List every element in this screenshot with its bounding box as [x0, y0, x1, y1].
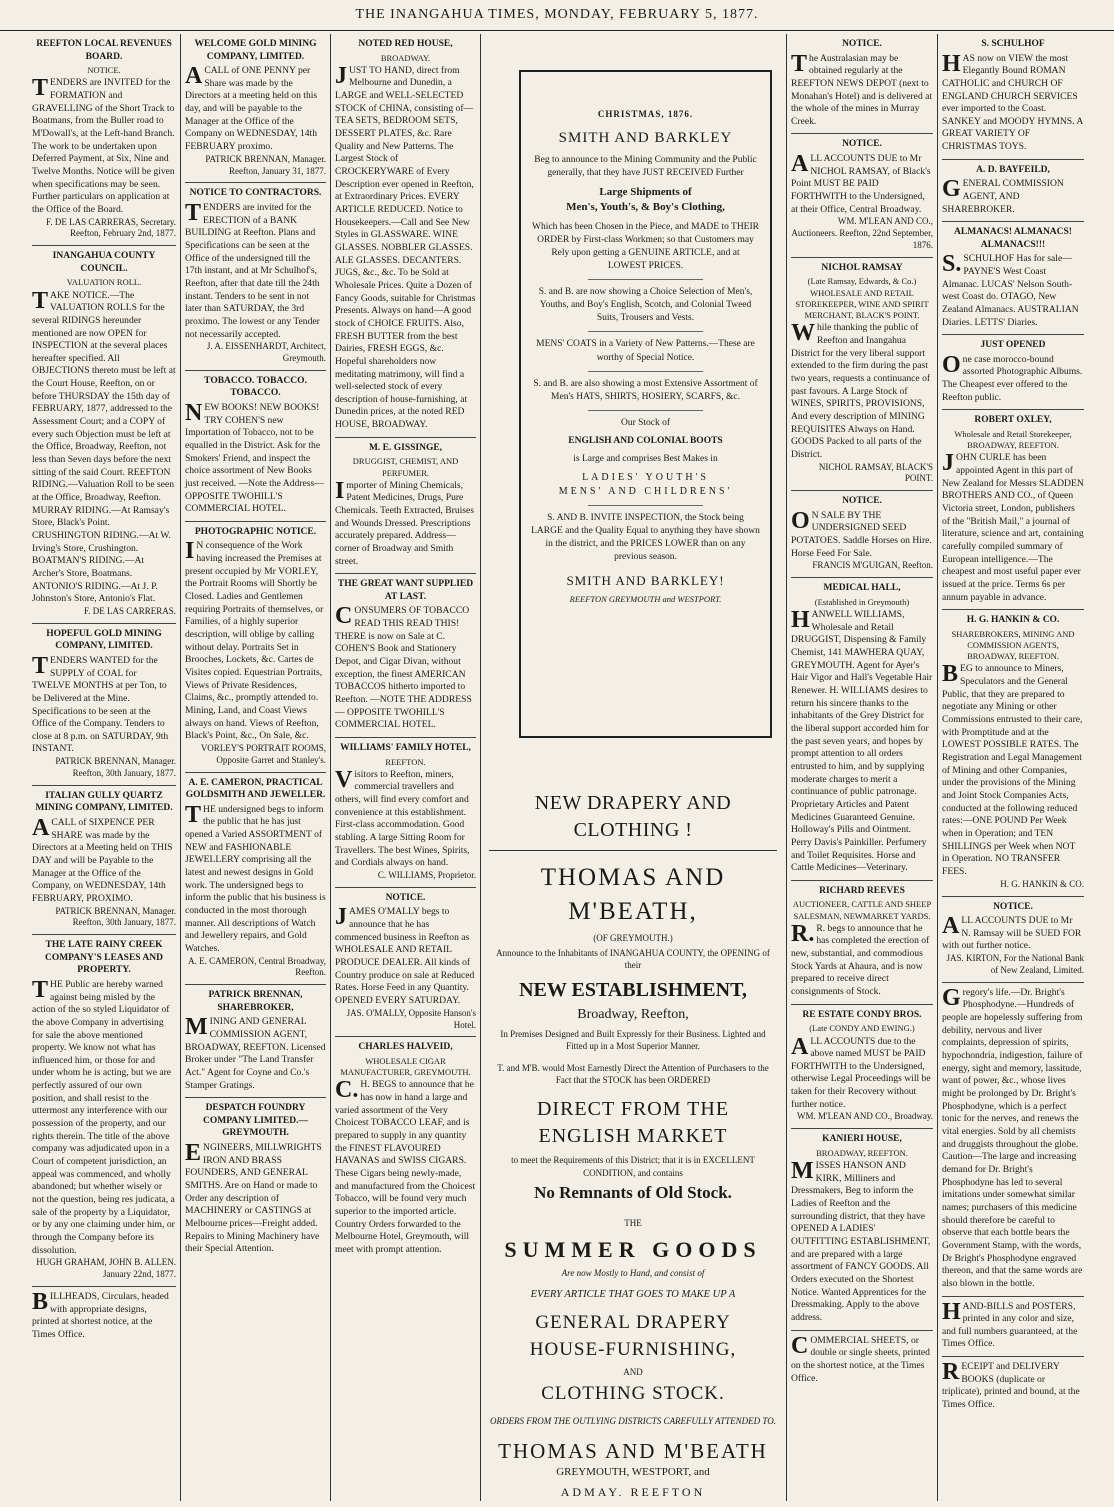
ad-heading: NOTICE. — [842, 496, 882, 507]
ad-heading: S. SCHULHOF — [981, 39, 1045, 49]
ad-body: TENDERS WANTED for the SUPPLY of COAL for TWELVE MONTHS at per Ton, to be Delivered at the Mine. Specifications to be seen at the Office of the Company. Tenders to close at 8 p.m. on SATURDAY, 9th INSTANT. — [32, 652, 169, 755]
ad-text: MENS' AND CHILDRENS' — [558, 485, 733, 497]
ad-body: JUST TO HAND, direct from Melbourne and Dunedin, a LARGE and WELL-SELECTED STOCK of CHINA, consisting of— TEA SETS, BEDROOM SETS, DESSERT PLATES, &c. Rare Quality and New Patterns. The Largest Stock of CROCKERYWARE of Every Description ever opened in Reefton, at Extraordinary Prices. EVERY ARTICLE REDUCED. Notice to Housekeepers.—Call and See New Styles in GLASSWARE. WINE GLASSES. NOBBLER GLASSES. ALE GLASSES. DECANTERS. JUGS, &c., &c. To be Sold at Wholesale Prices. Quite a Dozen of Fancy Goods, suitable for Christmas Presents. Always on hand—A good stock of CHOICE FRUITS. Also, FRESH BUTTER from the best Dairies, FRESH EGGS, &c. Hopeful shareholders now meditating matrimony, will find a well-selected stock of every description of house-furnishing, at Dunedin prices, at the noted RED HOUSE, BROADWAY. — [335, 62, 476, 431]
advertisement — [791, 491, 933, 578]
ad-signature: WM. M'LEAN AND CO., Broadway. — [796, 1111, 933, 1122]
ad-body: R.R. begs to announce that he has completed the erection of new, substantial, and commodious Stock Yards at Ahaura, and is now prepared to receive direct consignments of Stock. — [791, 920, 930, 998]
advertisement — [185, 522, 326, 773]
ad-heading: WILLIAMS' FAMILY HOTEL, — [340, 742, 471, 753]
ad-text: (OF GREYMOUTH.) — [593, 932, 673, 943]
advertisement — [335, 34, 476, 438]
ad-text: Are now Mostly to Hand, and consist of — [561, 1268, 705, 1279]
advertisement — [942, 610, 1084, 896]
ad-body: MINING AND GENERAL COMMISSION AGENT, BROADWAY, REEFTON. Licensed Broker under "The Land Transfer Act." Agent for Coyne and Co.'s Stamper Gratings. — [185, 1014, 326, 1091]
ad-subheading: BROADWAY. — [380, 52, 431, 63]
divider — [588, 410, 703, 411]
ad-body: IN consequence of the Work having increased the Premises at present occupied by Mr VORLEY, the Portrait Rooms will Shortly be Closed. Ladies and Gentlemen requiring Portraits of themselves, or Families, of a highly superior description, will oblige by calling without delay. Portraits Set in Brooches, Lockets, &c. Cartes de Visites copied. Equestrian Portraits, Views of Private Residences, Claims, &c., promptly attended to. Mining, Land, and Coast Views always on hand. Views of Reefton, Black's Point, &c., On Sale, &c. — [185, 538, 324, 742]
ad-signature: PATRICK BRENNAN, Manager. Reefton, 30th January, 1877. — [55, 905, 176, 928]
ad-text: S. and B. are also showing a most Extensive Assortment of Men's HATS, SHIRTS, HOSIERY, SCARFS, &c. — [533, 378, 758, 402]
ad-body: MISSES HANSON AND KIRK, Milliners and Dressmakers, Beg to inform the Ladies of Reefton and the surrounding district, that they have OPENED A LADIES' OUTFITTING ESTABLISHMENT, and are prepared with a large assortment of FANCY GOODS. All Orders executed on the Shortest Notice. Wanted Apprentices for the Dressmaking. Apply to the above address. — [791, 1158, 931, 1323]
ad-heading: WELCOME GOLD MINING COMPANY, LIMITED. — [194, 39, 317, 62]
advertisement — [942, 410, 1084, 610]
firm-signature: SMITH AND BARKLEY! — [566, 573, 725, 589]
ad-heading: NOTICE. — [993, 901, 1033, 912]
ad-text: Announce to the Inhabitants of INANGAHUA COUNTY, the OPENING of their — [496, 947, 770, 970]
ad-headline: CLOTHING STOCK. — [541, 1383, 725, 1405]
advertisement — [791, 1005, 933, 1130]
ad-text: MENS' COATS in a Variety of New Patterns.—These are worthy of Special Notice. — [536, 339, 755, 363]
ad-heading: JUST OPENED — [980, 340, 1046, 351]
ad-text: LADIES' YOUTH'S — [582, 472, 709, 484]
ad-body: ALL ACCOUNTS DUE to Mr NICHOL RAMSAY, of Black's Point MUST BE PAID FORTHWITH to the Undersigned, at their Office, Central Broadway. — [791, 151, 931, 215]
advertisement — [791, 578, 933, 881]
ad-body: JAMES O'MALLY begs to announce that he has commenced business in Reefton as WHOLESALE AND RETAIL PRODUCE DEALER. All kinds of Country produce on sale at Reduced Rates. Horse Feed in any Quantity. OPENED EVERY SATURDAY. — [335, 904, 475, 1006]
ad-body: ALL ACCOUNTS due to the above named MUST be PAID FORTHWITH to the Undersigned, otherwise Legal Proceedings will be taken for their Recovery without further notice. — [791, 1033, 931, 1110]
ad-heading: NOTICE. — [842, 139, 882, 150]
ad-heading: NOTED RED HOUSE, — [358, 39, 453, 49]
ad-heading: PHOTOGRAPHIC NOTICE. — [194, 526, 317, 537]
ad-subheading: SHAREBROKERS, MINING AND COMMISSION AGENTS, BROADWAY, REEFTON. — [951, 628, 1075, 662]
column-5 — [787, 34, 937, 1501]
ad-body: TENDERS are invited for the ERECTION of a BANK BUILDING at Reefton. Plans and Specifications can be seen at the Office of the undersigned till the 17th instant, and at Mr Schulhof's, Reefton, after that date till the 24th instant. Tenders to be sent in not later than SATURDAY, the 3rd proximo. The lowest or any Tender not necessarily accepted. — [185, 199, 320, 340]
firm-name: SMITH AND BARKLEY — [558, 130, 733, 147]
advertisement — [335, 738, 476, 888]
advertisement — [942, 335, 1084, 410]
firm-places: ADMAY. REEFTON — [560, 1485, 706, 1500]
drapery-ad — [483, 790, 783, 1502]
ad-text: Which has been Chosen in the Piece, and MADE to THEIR ORDER by First-class Workmen; so that Customers may Rely upon getting a GENUINE ARTICLE, and at LOWEST PRICES. — [532, 221, 759, 271]
ad-headline: HOUSE-FURNISHING, — [529, 1339, 737, 1361]
column-1 — [28, 34, 180, 1501]
ad-heading: TOBACCO. TOBACCO. TOBACCO. — [204, 375, 307, 399]
advertisement — [942, 1357, 1084, 1417]
ad-subheading: WHOLESALE CIGAR MANUFACTURER, GREYMOUTH. — [340, 1055, 471, 1078]
advertisement — [942, 983, 1084, 1297]
ad-subheading: DRUGGIST, CHEMIST, AND PERFUMER. — [352, 456, 459, 478]
column-2 — [181, 34, 330, 1501]
ad-body: ALL ACCOUNTS DUE to Mr N. Ramsay will be SUED FOR with out further notice. — [942, 913, 1082, 952]
ad-signature: FRANCIS M'GUIGAN, Reefton. — [812, 560, 933, 571]
ad-signature: HUGH GRAHAM, JOHN B. ALLEN. January 22nd, 1877. — [36, 1257, 176, 1280]
ad-body: ACALL of SIXPENCE PER SHARE was made by the Directors at a Meeting held on THIS DAY and will be Payable to the Manager at the Office of the Company, on WEDNESDAY, 14th FEBRUARY, PROXIMO. — [32, 814, 173, 904]
advertisement — [32, 34, 176, 246]
ad-signature: PATRICK BRENNAN, Manager. Reefton, January 31, 1877. — [205, 153, 326, 176]
ad-signature: F. DE LAS CARRERAS, Secretary. Reefton, February 2nd, 1877. — [46, 216, 176, 239]
divider — [588, 279, 703, 280]
ad-subheading: Wholesale and Retail Storekeeper, BROADWAY, REEFTON. — [954, 428, 1072, 451]
ad-signature: PATRICK BRENNAN, Manager. Reefton, 30th January, 1877. — [55, 756, 176, 778]
column-3 — [331, 34, 480, 1501]
ad-heading: NOTICE. — [385, 892, 426, 903]
ad-body: C.H. BEGS to announce that he has now in hand a large and varied assortment of the Very Choicest TOBACCO LEAF, and is prepared to supply in any quantity the FINEST FLAVOURED HAVANAS and SWISS CIGARS. These Cigars being newly-made, and manufactured from the Choicest Tobacco, will be found very much superior to the imported article. Country Orders forwarded to the Melbourne Hotel, Greymouth, will meet with prompt attention. — [335, 1077, 476, 1255]
ad-headline: Large Shipments of — [599, 186, 692, 199]
firm-places: GREYMOUTH, WESTPORT, and — [556, 1466, 710, 1479]
advertisement — [942, 222, 1084, 335]
advertisement — [32, 786, 176, 935]
ad-body: HAND-BILLS and POSTERS, printed in any color and size, and full numbers guaranteed, at the Times Office. — [942, 1298, 1078, 1350]
ad-heading: NOTICE TO CONTRACTORS. — [189, 188, 322, 199]
ad-heading: PATRICK BRENNAN, SHAREBROKER, — [208, 990, 303, 1013]
ad-body: JOHN CURLE has been appointed Agent in this part of New Zealand for Messrs SLADDEN BROTHERS AND CO., of Queen Victoria street, London, publishers of the "British Mail," a journal of literature, science and art, containing carefully compiled summary of European intelligence.—The cheapest and most useful paper ever issued at the price. Terms 6s per annum payable in advance. — [942, 450, 1084, 603]
ad-body: One case morocco-bound assorted Photographic Albums. The Cheapest ever offered to the Reefton public. — [942, 351, 1083, 403]
ad-text: ORDERS FROM THE OUTLYING DISTRICTS CAREFULLY ATTENDED TO. — [489, 1415, 776, 1426]
ad-body: HAS now on VIEW the most Elegantly Bound ROMAN CATHOLIC and CHURCH OF ENGLAND CHURCH SERVICES ever imported to the Coast. SANKEY and MOODY HYMNS. A GREAT VARIETY OF CHRISTMAS TOYS. — [942, 50, 1083, 153]
ad-text: EVERY ARTICLE THAT GOES TO MAKE UP A — [530, 1288, 736, 1300]
ad-headline: NEW DRAPERY AND CLOTHING ! — [489, 790, 777, 851]
advertisement — [185, 985, 326, 1098]
ad-body: While thanking the public of Reefton and Inangahua District for the very liberal support extended to the firm during the past two years, requests a continuance of past favours. A Large Stock of WINES, SPIRITS, PROVISIONS, And every description of MINING REQUISITES Always on Hand. GOODS Packed to all parts of the District. — [791, 320, 931, 460]
divider — [588, 371, 703, 372]
ad-signature: JAS. KIRTON, For the National Bank of New Zealand, Limited. — [946, 953, 1084, 975]
ad-signature: F. DE LAS CARRERAS. — [83, 605, 176, 616]
ad-headline: NEW ESTABLISHMENT, — [519, 978, 747, 1001]
ad-body: Importer of Mining Chemicals, Patent Medicines, Drugs, Pure Chemicals. Teeth Extracted, Bruises and Wounds Dressed. Prescriptions accurately prepared. Address—corner of Broadway and Smith street. — [335, 477, 475, 567]
ad-body: S.SCHULHOF Has for sale— PAYNE'S West Coast Almanac. LUCAS' Nelson South-west Coast do. OTAGO, New Zealand Almanacs. AUSTRALIAN Diaries. LETTS' Diaries. — [942, 251, 1079, 328]
firm-places: REEFTON GREYMOUTH and WESTPORT. — [569, 594, 722, 605]
ad-headline: GENERAL DRAPERY — [535, 1311, 731, 1333]
advertisement — [791, 134, 933, 257]
advertisement — [185, 371, 326, 522]
ad-body: COMMERCIAL SHEETS, or double or single sheets, printed on the shortest notice, at the Times Office. — [791, 1332, 930, 1384]
advertisement — [185, 34, 326, 183]
ad-body: TAKE NOTICE.—The VALUATION ROLLS for the several RIDINGS hereunder mentioned are now OPEN for INSPECTION at the several places hereafter specified. All OBJECTIONS thereto must be left at the Court House, Reefton, on or before THURSDAY the 15th day of FEBRUARY, 1877, addressed to the Assessment Court; and a COPY of every such Objection must be left at the Office, Broadway, Reefton, not less than Seven days before the next sitting of the said Court. REEFTON RIDING.—Valuation Roll to be seen at the Office, Broadway, Reefton. MURRAY RIDING.—At Ramsay's Store, Black's Point. CRUSHINGTON RIDING.—At W. Irving's Store, Crushington. BOATMAN'S RIDING.—At Archer's Store, Boatmans. ANTONIO'S RIDING.—At J. P. Johnston's Store, Antonio's Flat. — [32, 287, 176, 605]
ad-headline: DIRECT FROM THE ENGLISH MARKET — [536, 1098, 730, 1148]
ad-heading: KANIERI HOUSE, — [822, 1134, 902, 1145]
ad-text: S. AND B. INVITE INSPECTION, the Stock being LARGE and the Quality Equal to anything they have shown in the district, and the PRICES LOWER than on any previous season. — [531, 512, 760, 563]
ad-heading: MEDICAL HALL, — [823, 583, 901, 594]
ad-body: GENERAL COMMISSION AGENT, AND SHAREBROKER. — [942, 176, 1064, 215]
ad-body: ON SALE BY THE UNDERSIGNED SEED POTATOES. Saddle Horses on Hire. Horse Feed For Sale. — [791, 507, 932, 559]
ad-signature: H. G. HANKIN & CO. — [1000, 878, 1084, 889]
divider — [588, 331, 703, 332]
ad-heading: RE ESTATE CONDY BROS. — [802, 1009, 922, 1020]
ad-body: TENDERS are INVITED for the FORMATION and GRAVELLING of the Short Track to Boatmans, from the Buller road to M'Dowall's, at the Left-hand Branch. The work to be undertaken upon Deferred Payment, at Six, Nine and Twelve Months. Notice will be given when specifications may be seen. Further particulars on application at the Office of the Board. — [32, 75, 175, 215]
ad-text: AND — [623, 1367, 643, 1378]
advertisement — [791, 881, 933, 1005]
advertisement — [791, 1129, 933, 1330]
ad-heading: H. G. HANKIN & CO. — [966, 615, 1060, 626]
ad-body: The Australasian may be obtained regularly at the REEFTON NEWS DEPOT (next to Monahan's Hotel) and is delivered at the whole of the mines in Murray Creek. — [791, 50, 933, 127]
ad-title: CHRISTMAS, 1876. — [597, 109, 694, 119]
ad-heading: HOPEFUL GOLD MINING COMPANY, LIMITED. — [46, 628, 162, 652]
ad-heading: NOTICE. — [842, 39, 882, 49]
column-rule — [480, 34, 481, 1501]
advertisement — [335, 574, 476, 738]
divider — [588, 505, 703, 506]
ad-text: to meet the Requirements of this District; that it is in EXCELLENT CONDITION, and contains — [511, 1155, 755, 1178]
ad-subheading: (Late CONDY AND EWING.) — [809, 1023, 915, 1034]
ad-body: ENGINEERS, MILLWRIGHTS IRON AND BRASS FOUNDERS, AND GENERAL SMITHS. Are on Hand or made to Order any description of MACHINERY or CASTINGS at Melbourne prices—Freight added. Repairs to Mining Machinery have their Special Attention. — [185, 1139, 322, 1255]
advertisement — [942, 897, 1084, 983]
ad-heading: CHARLES HALVEID, — [358, 1042, 453, 1053]
ad-heading: ALMANACS! ALMANACS! ALMANACS!!! — [954, 227, 1072, 250]
advertisement — [942, 1297, 1084, 1358]
ad-text: Our Stock of — [620, 417, 671, 428]
advertisement — [185, 773, 326, 986]
ad-headline: Men's, Youth's, & Boy's Clothing, — [566, 201, 725, 214]
ad-text: is Large and comprises Best Makes in — [573, 454, 718, 465]
ad-body: ACALL of ONE PENNY per Share was made by the Directors at a meeting held on this day, and will be payable to the Manager at the Office of the Company on WEDNESDAY, 14th FEBRUARY proximo. — [185, 63, 318, 152]
ad-headline: ENGLISH AND COLONIAL BOOTS — [568, 435, 723, 446]
ad-heading: THE GREAT WANT SUPPLIED AT LAST. — [337, 579, 474, 602]
ad-text: Beg to announce to the Mining Community and the Public generally, that they have JUST RECEIVED Further — [534, 155, 757, 179]
ad-heading: M. E. GISSINGE, — [368, 442, 443, 453]
ad-signature: NICHOL RAMSAY, BLACK'S POINT. — [818, 461, 933, 484]
ad-body: Visitors to Reefton, miners, commercial travellers and others, will find every comfort and convenience at this establishment. First-class accommodation. Good stabling. A large Sitting Room for Travellers. The best Wines, Spirits, and Cordials always on hand. — [335, 766, 470, 869]
ad-signature: J. A. EISSENHARDT, Architect, Greymouth. — [206, 341, 326, 364]
ad-subheading: REEFTON. — [385, 756, 426, 767]
ad-signature: JAS. O'MALLY, Opposite Hanson's Hotel. — [346, 1007, 476, 1030]
advertisement — [335, 438, 476, 575]
ad-signature: WM. M'LEAN AND CO., Auctioneers. Reefton, 22nd September, 1876. — [791, 216, 933, 251]
ad-body: BILLHEADS, Circulars, headed with appropriate designs, printed at shortest notice, at the Times Office. — [32, 1289, 169, 1341]
ad-body: NEW BOOKS! NEW BOOKS! TRY COHEN'S new Importation of Tobacco, not to be equalled in the District. Ask for the Smokers' Friend, and inspect the choice assortment of New Books just received. —Note the Address— OPPOSITE TWOHILL'S COMMERCIAL HOTEL. — [185, 399, 324, 515]
ad-body: RECEIPT and DELIVERY BOOKS (duplicate or triplicate), printed and bound, at the Times Office. — [942, 1359, 1080, 1411]
ad-body: Gregory's life.—Dr. Bright's Phosphodyne.—Hundreds of people are hopelessly suffering from debility, nervous and liver complaints, depression of spirits, hypochondria, indigestion, failure of energy, sight and memory, lassitude, want of power, &c., whose lives might be prolonged by Dr. Bright's Phosphodyne, which is a perfect tonic for the nerves, and renews the vital energies. Sold by all chemists and druggists throughout the globe. Caution—The large and increasing demand for Dr. Bright's Phosphodyne has led to several imitations under somewhat similar names; purchasers of this medicine should therefore be careful to observe that each bottle bears the Government Stamp, with the words, Dr Bright's Phosphodyne engraved thereon, and that the same words are also blown in the bottle. — [942, 984, 1083, 1289]
advertisement — [791, 258, 933, 491]
ad-subheading: (Late Ramsay, Edwards, & Co.) WHOLESALE AND RETAIL STOREKEEPER, WINE AND SPIRIT MERCHANT, BLACK'S POINT. — [795, 276, 929, 321]
advertisement — [32, 624, 176, 786]
ad-signature: C. WILLIAMS, Proprietor. — [377, 869, 476, 880]
ad-headline: No Remnants of Old Stock. — [534, 1182, 732, 1202]
ad-body: BEG to announce to Miners, Speculators and the General Public, that they are prepared to negotiate any Mining or other Commissions entrusted to their care, with Promptitude and at the LOWEST POSSIBLE RATES. The Registration and Legal Management of Mining and other Companies, under the provisions of the Mining and Joint Stock Companies Acts, conducted at the following reduced rates:—ONE POUND Per Week when in Operation; and TEN SHILLINGS per Week when NOT in Operation. NO TRANSFER FEES. — [942, 661, 1083, 877]
advertisement — [942, 34, 1084, 160]
firm-signature: THOMAS AND M'BEATH — [498, 1438, 768, 1463]
ad-subheading: NOTICE. — [87, 65, 121, 76]
ad-text: In Premises Designed and Built Expressly for their Business. Lighted and Fitted up in a Most Superior Manner. — [500, 1028, 766, 1051]
ad-heading: ROBERT OXLEY, — [974, 415, 1052, 426]
ad-text: S. and B. are now showing a Choice Selection of Men's, Youths, and Boy's English, Scotch, and Colonial Tweed Suits, Trousers and Vests. — [538, 287, 753, 324]
advertisement — [335, 888, 476, 1038]
ad-body: THE Public are hereby warned against being misled by the action of the so styled Liquidator of the above Company in advertising for sale the above mentioned property. We know not what has influenced him, or those for and under whom he is acting, but we are perfectly assured of our own position, and shall resist to the uttermost any interference with our possession of the property, and our rights therein. The title of the above company was adjudicated upon in a Court of competent jurisdiction, an appeal was commenced, and wholly abandoned; but whether wisely or not the question, being res judicata, a sale of the property by a Liquidator, or by any one claiming under him, or through the Company before its dissolution. — [32, 976, 175, 1256]
masthead: THE INANGAHUA TIMES, MONDAY, FEBRUARY 5, 1877. — [0, 0, 1114, 31]
advertisement — [32, 1287, 176, 1347]
ad-heading: INANGAHUA COUNTY COUNCIL. — [52, 251, 156, 274]
advertisement — [185, 1098, 326, 1261]
advertisement — [32, 935, 176, 1287]
advertisement — [185, 183, 326, 371]
ad-text: T. and M'B. would Most Earnestly Direct the Attention of Purchasers to the Fact that the STOCK has been ORDERED — [497, 1063, 769, 1086]
advertisement — [335, 1037, 476, 1261]
advertisement — [791, 34, 933, 134]
ad-heading: NICHOL RAMSAY — [821, 262, 903, 273]
ad-heading: A. E. CAMERON, PRACTICAL GOLDSMITH AND JEWELLER. — [185, 777, 326, 801]
ad-subheading: BROADWAY, REEFTON. — [816, 1147, 908, 1158]
christmas-ad — [519, 70, 772, 738]
ad-signature: VORLEY'S PORTRAIT ROOMS, Opposite Garret and Stanley's. — [200, 742, 326, 765]
ad-body: HANWELL WILLIAMS, Wholesale and Retail DRUGGIST, Dispensing & Family Chemist, 141 MAWHERA QUAY, GREYMOUTH. Agent for Ayer's Hair Vigor and Hall's Vegetable Hair Renewer. H. WILLIAMS desires to return his sincere thanks to the inhabitants of the Grey District for the liberal support accorded him for the past seven years, and hopes by prompt attention to all orders entrusted to him, and by supplying moderate charges to merit a continuance of public patronage. Proprietary Articles and Patent Medicines Guaranteed Genuine. Holloway's Pills and Ointment. Perry Davis's Painkiller. Perfumery and Toilet Requisites. Horse and Cattle Medicines—Veterinary. — [791, 607, 933, 874]
ad-address: Broadway, Reefton, — [577, 1006, 689, 1022]
ad-heading: REEFTON LOCAL REVENUES BOARD. — [36, 39, 172, 62]
ad-body: THE undersigned begs to inform the public that he has just opened a Varied ASSORTMENT of NEW and FASHIONABLE JEWELLERY comprising all the latest and newest designs in Gold work. The undersigned begs to inform the public that his business is conducted in the most thorough manner. All descriptions of Watch and Jewellery repairs, and Gold Watches. — [185, 801, 326, 954]
advertisement — [791, 1331, 933, 1391]
ad-subheading: (Established in Greymouth) — [814, 596, 910, 607]
advertisement — [942, 160, 1084, 223]
ad-subheading: VALUATION ROLL. — [66, 277, 142, 288]
ad-body: CONSUMERS OF TOBACCO READ THIS READ THIS! THERE is now on Sale at C. COHEN'S Book and Stationery Depot, and Cigar Divan, without exception, the finest AMERICAN TOBACCOS hitherto imported to Reefton. —NOTE THE ADDRESS— OPPOSITE TWOHILL'S COMMERCIAL HOTEL. — [335, 603, 472, 731]
ad-heading: ITALIAN GULLY QUARTZ MINING COMPANY, LIMITED. — [35, 790, 173, 814]
firm-name: THOMAS AND M'BEATH, — [540, 864, 726, 925]
ad-heading: A. D. BAYFEILD, — [976, 164, 1050, 175]
ad-subheading: AUCTIONEER, CATTLE AND SHEEP SALESMAN, NEWMARKET YARDS. — [792, 899, 932, 921]
ad-signature: A. E. CAMERON, Central Broadway, Reefton. — [188, 955, 326, 978]
advertisement — [32, 246, 176, 624]
ad-text: THE — [624, 1217, 642, 1228]
column-6 — [938, 34, 1088, 1501]
ad-headline: SUMMER GOODS — [504, 1236, 762, 1262]
ad-heading: RICHARD REEVES — [819, 885, 905, 896]
ad-heading: DESPATCH FOUNDRY COMPANY LIMITED.—GREYMOUTH. — [202, 1103, 309, 1139]
ad-heading: THE LATE RAINY CREEK COMPANY'S LEASES AND PROPERTY. — [44, 940, 164, 976]
